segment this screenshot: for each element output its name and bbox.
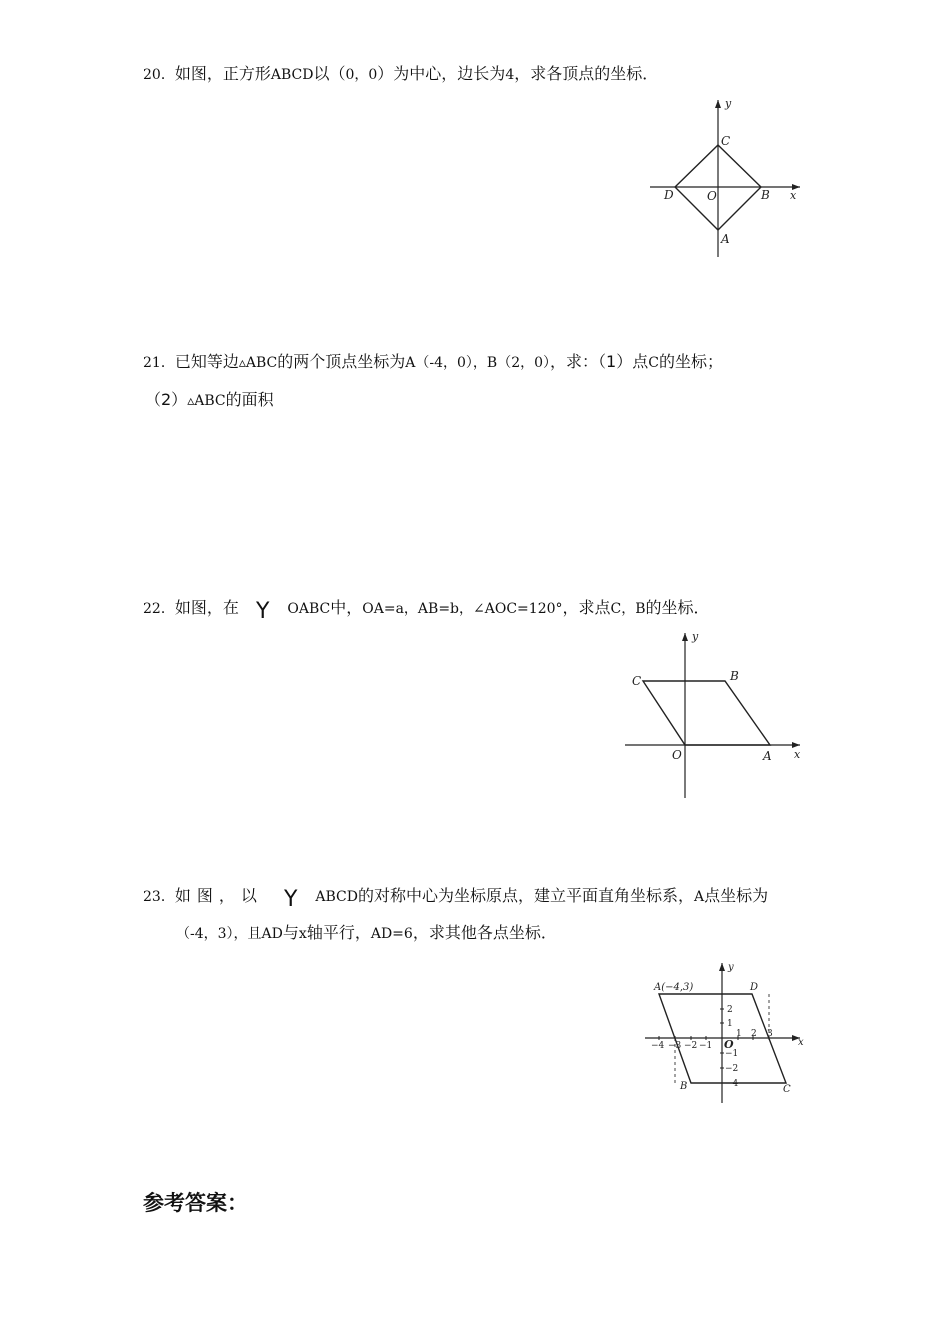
label-b: B <box>680 1081 688 1092</box>
q22-text: 22．如图，在 Y OABC中，OA=a，AB=b，∠AOC=120°，求点C，B的坐标． <box>143 598 710 624</box>
label-b: B <box>730 669 739 683</box>
label-a: A(−4,3) <box>654 982 694 993</box>
y-arrow <box>719 963 725 971</box>
q23-text-line1: 23．如图，以 Y ABCD的对称中心为坐标原点，建立平面直角坐标系，A点坐标为 <box>143 886 769 912</box>
q20-text: 20．如图，正方形ABCD以（0，0）为中心，边长为4，求各顶点的坐标． <box>143 64 659 83</box>
tick-x-neg1: −1 <box>699 1041 713 1051</box>
tick-x-neg2: −2 <box>684 1041 698 1051</box>
label-d: D <box>664 188 674 202</box>
tick-y-neg2: −2 <box>725 1064 739 1074</box>
label-y: y <box>725 97 732 110</box>
tick-x-2: 2 <box>751 1029 757 1039</box>
label-b: B <box>761 188 770 202</box>
label-x: x <box>794 748 801 761</box>
tick-x-neg4: −4 <box>651 1041 665 1051</box>
label-o: O <box>672 748 682 762</box>
label-a: A <box>763 749 772 763</box>
q20-figure <box>630 95 810 265</box>
y-arrow <box>715 100 721 108</box>
parallelogram-symbol: Y <box>283 887 298 912</box>
q21-text-line1: 21．已知等边▵ABC的两个顶点坐标为A（-4，0），B（2，0），求：（1）点C的坐标； <box>143 352 723 371</box>
q22-figure <box>620 628 810 803</box>
label-x: x <box>798 1037 804 1048</box>
label-c: C <box>632 674 642 688</box>
tick-y-neg4: −4 <box>725 1079 739 1089</box>
tick-x-neg3: −3 <box>668 1041 682 1051</box>
tick-y-2: 2 <box>727 1005 733 1015</box>
answer-heading: 参考答案： <box>143 1191 248 1215</box>
q23-figure <box>640 958 815 1108</box>
tick-x-3: 3 <box>767 1029 773 1039</box>
label-y: y <box>692 630 699 643</box>
label-y: y <box>728 962 734 973</box>
q23-text-line2: （-4，3），且AD与x轴平行，AD=6，求其他各点坐标． <box>176 923 557 942</box>
label-o: O <box>724 1038 734 1051</box>
label-x: x <box>790 189 797 202</box>
parallelogram-symbol: Y <box>255 599 270 624</box>
label-a: A <box>721 232 730 246</box>
label-d: D <box>750 982 759 993</box>
label-c: C <box>783 1084 791 1095</box>
tick-y-1: 1 <box>727 1019 733 1029</box>
y-arrow <box>682 633 688 641</box>
parallelogram-oabc <box>643 681 770 745</box>
tick-x-1: 1 <box>736 1029 742 1039</box>
label-c: C <box>721 134 731 148</box>
q21-text-line2: （2）▵ABC的面积 <box>145 390 274 409</box>
label-o: O <box>707 189 717 203</box>
tick-y-neg1: −1 <box>725 1049 739 1059</box>
